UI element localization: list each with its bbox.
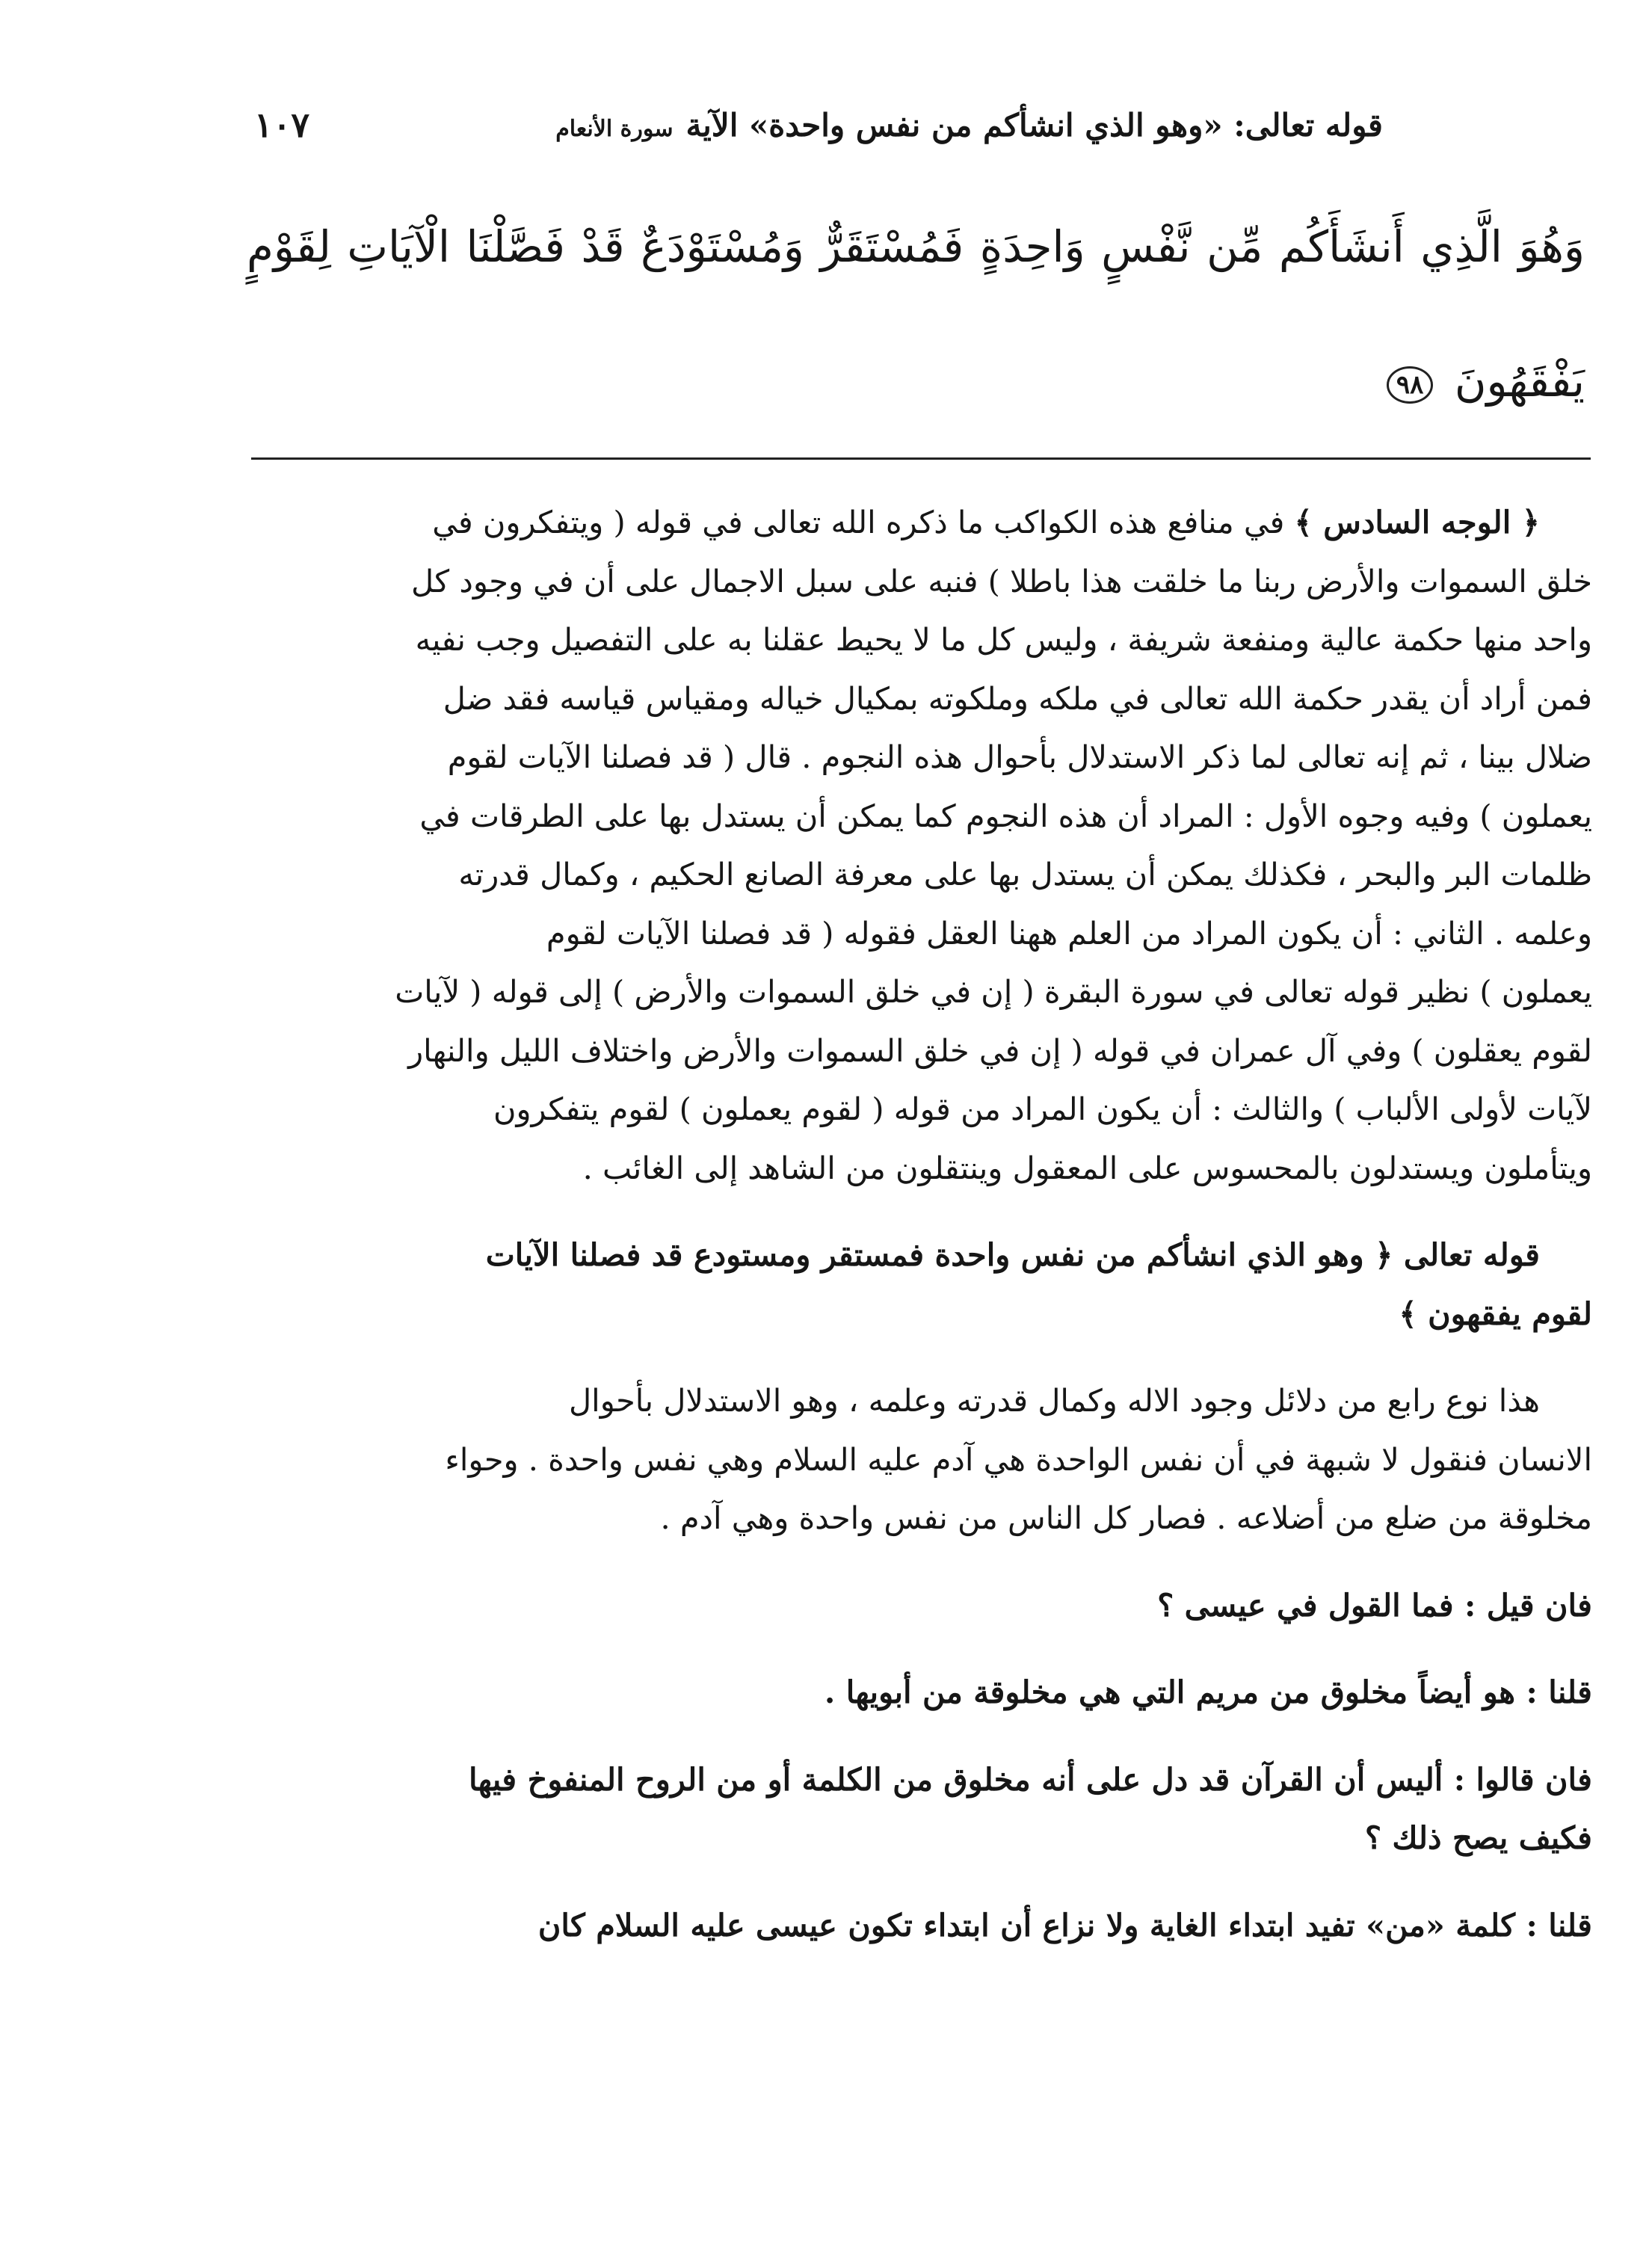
- verse-text: وَهُوَ الَّذِي أَنشَأَكُم مِّن نَّفْسٍ وَاحِدَةٍ فَمُسْتَقَرٌّ وَمُسْتَوْدَعٌ قَدْ فَصَّلْنَا الْآيَاتِ لِقَوْمٍ يَفْقَهُونَ: [247, 221, 1585, 407]
- section-six-line: يعملون ) نظير قوله تعالى في سورة البقرة ( إن في خلق السموات والأرض ) إلى قوله ( لآيات: [395, 973, 1592, 1010]
- section-six-heading: ﴿ الوجه السادس ﴾: [1294, 504, 1540, 540]
- body-text: [239, 493, 1592, 1955]
- section-six-line: ويتأملون ويستدلون بالمحسوس على المعقول وينتقلون من الشاهد إلى الغائب .: [582, 1149, 1592, 1186]
- section-six-line: يعملون ) وفيه وجوه الأول : المراد أن هذه النجوم كما يمكن أن يستدل بها على الطرقات في: [419, 797, 1592, 834]
- section-six-line: ظلمات البر والبحر ، فكذلك يمكن أن يستدل بها على معرفة الصانع الحكيم ، وكمال قدرته: [458, 856, 1592, 893]
- section-six-line: واحد منها حكمة عالية ومنفعة شريفة ، وليس كل ما لا يحيط عقلنا به على التفصيل وجب نفيه: [415, 621, 1592, 658]
- section-six-line-text: في منافع هذه الكواكب ما ذكره الله تعالى في قوله ( ويتفكرون في: [432, 504, 1285, 540]
- section-six-line: لآيات لأولى الألباب ) والثالث : أن يكون المراد من قوله ( لقوم يعملون ) لقوم يتفكرون: [493, 1091, 1592, 1127]
- section-six-line: ضلال بينا ، ثم إنه تعالى لما ذكر الاستدلال بأحوال هذه النجوم . قال ( قد فصلنا الآيات لقوم: [447, 739, 1592, 775]
- header-title: قوله تعالى: «وهو الذي انشأكم من نفس واحدة» الآية: [685, 106, 1383, 144]
- qa-line: قلنا : هو أيضاً مخلوق من مريم التي هي مخلوقة من أبويها .: [824, 1674, 1592, 1710]
- header-title-group: [555, 107, 1383, 144]
- paragraph-line: الانسان فنقول لا شبهة في أن نفس الواحدة هي آدم عليه السلام وهي نفس واحدة . وحواء: [445, 1440, 1592, 1478]
- header-surah-name: سورة الأنعام: [555, 115, 674, 142]
- section-six-line: لقوم يعقلون ) وفي آل عمران في قوله ( إن في خلق السموات والأرض واختلاف الليل والنهار: [408, 1032, 1592, 1069]
- header-divider: [251, 457, 1591, 460]
- paragraph-line: مخلوقة من ضلع من أضلاعه . فصار كل الناس من نفس واحدة وهي آدم .: [660, 1499, 1592, 1536]
- section-six-line: [239, 493, 1592, 552]
- qa-line: فان قالوا : أليس أن القرآن قد دل على أنه مخلوق من الكلمة أو من الروح المنفوخ فيها: [469, 1760, 1592, 1798]
- section-six-line: فمن أراد أن يقدر حكمة الله تعالى في ملكه وملكوته بمكيال خياله ومقياس قياسه فقد ضل: [443, 679, 1592, 717]
- section-six-line: وعلمه . الثاني : أن يكون المراد من العلم ههنا العقل فقوله ( قد فصلنا الآيات لقوم: [546, 914, 1592, 952]
- verse-heading-line: قوله تعالى ﴿ وهو الذي انشأكم من نفس واحدة فمستقر ومستودع قد فصلنا الآيات: [485, 1236, 1540, 1273]
- qa-line: فان قيل : فما القول في عيسى ؟: [1157, 1586, 1592, 1624]
- qa-line: قلنا : كلمة «من» تفيد ابتداء الغاية ولا نزاع أن ابتداء تكون عيسى عليه السلام كان: [537, 1906, 1592, 1944]
- section-six-line: خلق السموات والأرض ربنا ما خلقت هذا باطلا ) فنبه على سبل الاجمال على أن في وجود كل: [411, 562, 1592, 599]
- running-header: [254, 99, 1383, 151]
- qa-line: فكيف يصح ذلك ؟: [1364, 1819, 1592, 1856]
- verse-heading-line: لقوم يفقهون ﴾: [1399, 1295, 1592, 1332]
- verse-number-marker: ٩٨: [1387, 366, 1434, 404]
- paragraph-line: هذا نوع رابع من دلائل وجود الاله وكمال قدرته وعلمه ، وهو الاستدلال بأحوال: [569, 1382, 1540, 1419]
- page-number: ١٠٧: [254, 105, 310, 145]
- quran-verse: [247, 179, 1585, 449]
